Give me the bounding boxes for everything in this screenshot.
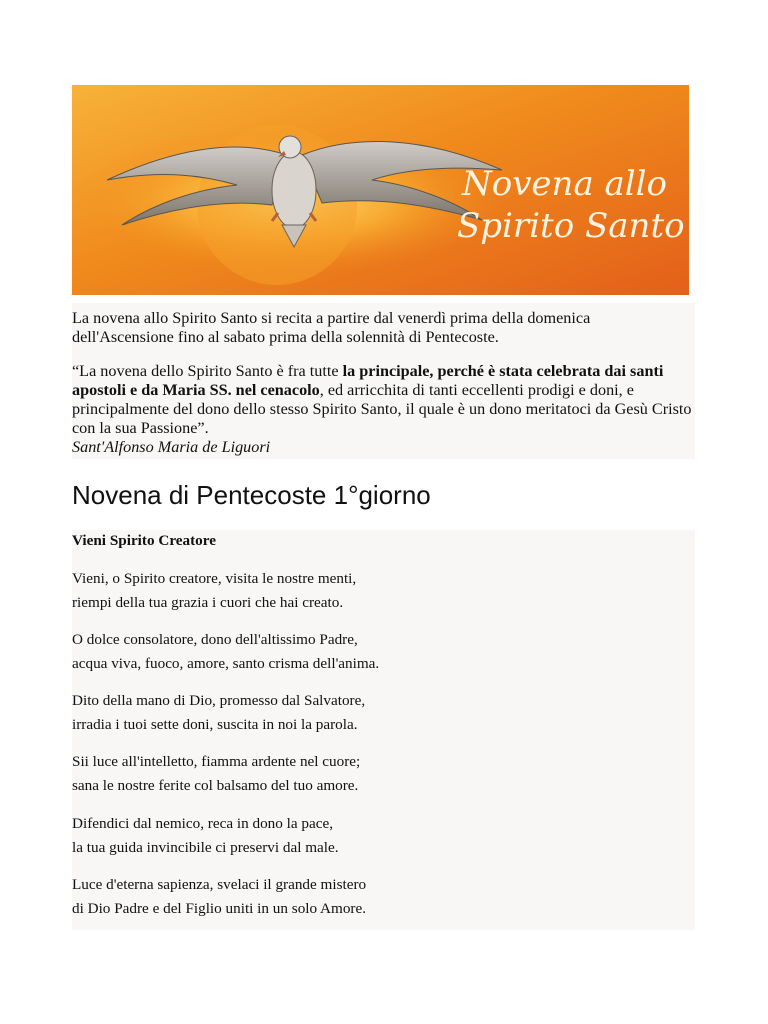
banner-title-line1: Novena allo [462,164,668,204]
quote-open: “La novena dello Spirito Santo è fra tutte [72,362,343,380]
stanza-line: irradia i tuoi sette doni, suscita in noi la parola. [72,716,358,733]
quote-paragraph [72,362,692,457]
stanza [72,567,356,615]
banner-title-line2: Spirito Santo [457,206,685,246]
hymn-title: Vieni Spirito Creatore [72,532,216,549]
stanza [72,750,360,798]
stanza-line: di Dio Padre e del Figlio uniti in un solo Amore. [72,900,367,917]
intro-paragraph: La novena allo Spirito Santo si recita a partire dal venerdì prima della domenica dell'Ascensione fino al sabato prima della solennità di Pentecoste. [72,309,591,346]
banner-image [72,85,689,295]
quote-attribution: Sant'Alfonso Maria de Liguori [72,438,271,456]
stanza [72,873,366,921]
stanza-line: Difendici dal nemico, reca in dono la pace, [72,815,334,832]
stanza-line: Dito della mano di Dio, promesso dal Salvatore, [72,692,366,709]
section-heading: Novena di Pentecoste 1°giorno [72,480,431,510]
stanza [72,689,365,737]
stanza-line: la tua guida invincibile ci preservi dal male. [72,839,339,856]
stanza [72,812,339,860]
quote-bold: la principale, perché è stata celebrata dai santi apostoli e da Maria SS. nel cenacolo [72,362,664,399]
stanza-line: riempi della tua grazia i cuori che hai creato. [72,594,344,611]
stanza-line: Vieni, o Spirito creatore, visita le nostre menti, [72,570,357,587]
stanza-line: Sii luce all'intelletto, fiamma ardente nel cuore; [72,753,361,770]
stanza-line: acqua viva, fuoco, amore, santo crisma dell'anima. [72,655,380,672]
quote-rest: , ed arricchita di tanti eccellenti prodigi e doni, e principalmente del dono dello stesso Spirito Santo, il quale è un dono meritatoci da Gesù Cristo con la sua Passione”. [72,381,692,437]
banner-svg [72,85,689,295]
stanza-line: Luce d'eterna sapienza, svelaci il grande mistero [72,876,367,893]
stanza-line: sana le nostre ferite col balsamo del tuo amore. [72,777,359,794]
stanza [72,628,379,676]
stanza-line: O dolce consolatore, dono dell'altissimo Padre, [72,631,358,648]
